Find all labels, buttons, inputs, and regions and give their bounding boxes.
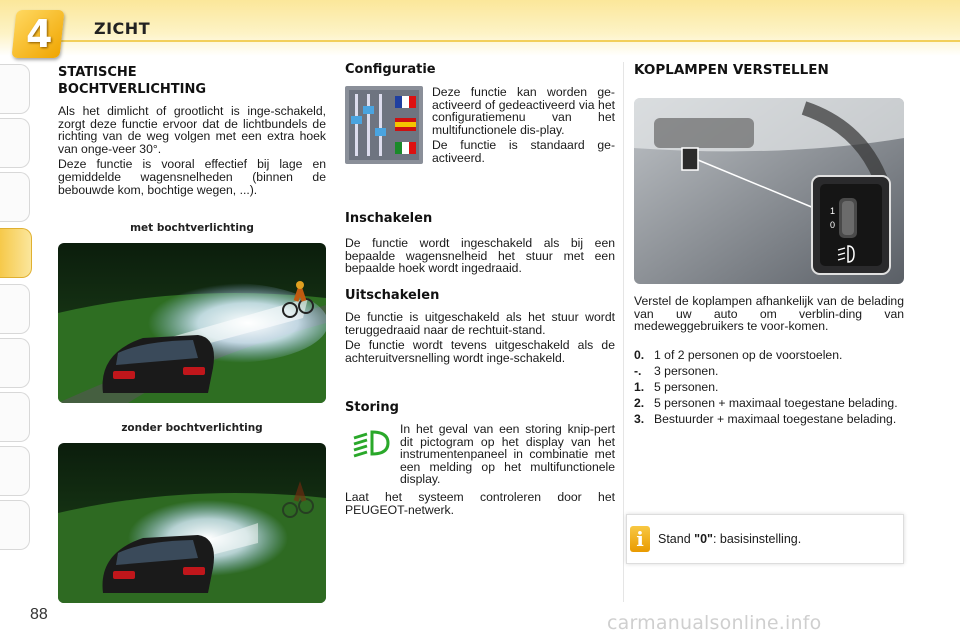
storing-network-note: Laat het systeem controleren door het PEUGEOT-netwerk.: [345, 490, 615, 517]
koplampen-intro: Verstel de koplampen afhankelijk van de belading van uw auto om verblin-ding van medeweggebruikers te voor-komen.: [634, 294, 904, 334]
storing-description: In het geval van een storing knip-pert dit pictogram op het display van het instrumentenpaneel in combinatie met een melding op het multifunctionele display.: [400, 422, 615, 487]
watermark: carmanualsonline.info: [607, 612, 822, 634]
heading-configuratie: Configuratie: [345, 62, 436, 77]
headlamp-adjustment-photo: [634, 98, 904, 284]
load-positions-list: [634, 349, 904, 429]
info-icon: i: [630, 526, 650, 552]
chapter-tab[interactable]: [0, 64, 30, 114]
heading-koplampen-verstellen: KOPLAMPEN VERSTELLEN: [634, 62, 829, 78]
chapter-tab[interactable]: [0, 446, 30, 496]
chapter-title: ZICHT: [94, 19, 151, 38]
info-text: Stand "0": basisinstelling.: [658, 532, 802, 546]
chapter-tab[interactable]: [0, 118, 30, 168]
column-divider: [623, 62, 624, 602]
configuratie-description: Deze functie kan worden ge-activeerd of gedeactiveerd via het configuratiemenu van het multifunctionele dis-play. De functie is standaard ge-activeerd.: [432, 85, 615, 165]
chapter-tab[interactable]: [0, 338, 30, 388]
chapter-tab-active[interactable]: [0, 228, 32, 278]
heading-storing: Storing: [345, 400, 399, 415]
static-cornering-description: Als het dimlicht of grootlicht is inge-schakeld, zorgt deze functie ervoor dat de lichtbundels de richting van de weg volgen met een extra hoek van onge-veer 30°. Deze functie is vooral effectief bij lage en gemiddelde wagensnelheden (binnen de bebouwde kom, bochtige wegen, ...).: [58, 104, 326, 197]
heading-uitschakelen: Uitschakelen: [345, 288, 440, 303]
inschakelen-description: De functie wordt ingeschakeld als bij een bepaalde wagensnelheid het stuur met een bepaalde hoek wordt ingedraaid.: [345, 236, 615, 276]
list-item: 3. Bestuurder + maximaal toegestane belading.: [634, 411, 897, 426]
heading-inschakelen: Inschakelen: [345, 211, 433, 226]
list-item: 2. 5 personen + maximaal toegestane belading.: [634, 395, 898, 410]
list-item: -. 3 personen.: [634, 363, 719, 378]
chapter-number: 4: [26, 12, 53, 56]
list-item: 1. 5 personen.: [634, 379, 719, 394]
uitschakelen-description: De functie is uitgeschakeld als het stuur wordt teruggedraaid naar de rechtuit-stand. De functie wordt tevens uitgeschakeld als de achteruitversnelling wordt inge-schakeld.: [345, 310, 615, 365]
dial-label-0: 0: [830, 220, 836, 230]
header-line: [40, 40, 960, 42]
chapter-tab[interactable]: [0, 500, 30, 550]
list-item: 0. 1 of 2 personen op de voorstoelen.: [634, 348, 843, 362]
caption-with-cornering: met bochtverlichting: [130, 222, 254, 234]
illustration-with-cornering-light: [58, 243, 326, 403]
configuration-menu-graphic: [345, 86, 423, 164]
chapter-tab[interactable]: [0, 284, 30, 334]
cornering-light-warning-icon: [350, 428, 392, 458]
dial-label-1: 1: [830, 206, 836, 216]
illustration-without-cornering-light: [58, 443, 326, 603]
chapter-tab[interactable]: [0, 172, 30, 222]
section-title-static-cornering: STATISCHE BOCHTVERLICHTING: [58, 65, 206, 97]
caption-without-cornering: zonder bochtverlichting: [121, 422, 263, 434]
page-number: 88: [30, 606, 48, 623]
chapter-tab[interactable]: [0, 392, 30, 442]
